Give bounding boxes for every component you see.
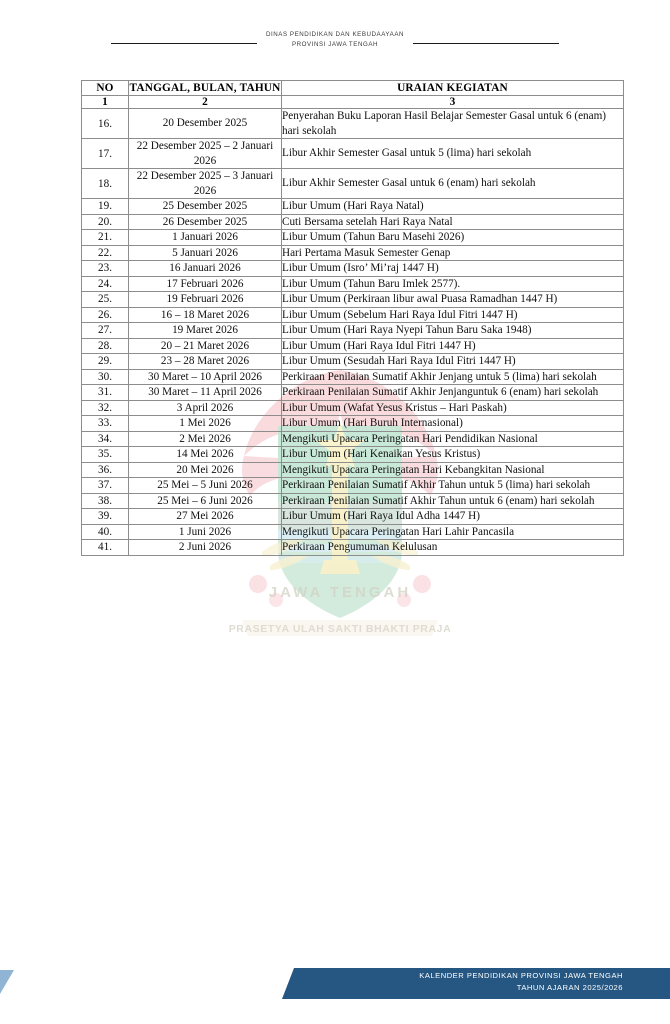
cell-date: 14 Mei 2026 <box>129 447 282 463</box>
cell-date: 25 Mei – 6 Juni 2026 <box>129 493 282 509</box>
table-row <box>82 493 624 509</box>
table-row <box>82 369 624 385</box>
cell-no: 21. <box>82 230 129 246</box>
cell-description: Libur Umum (Sebelum Hari Raya Idul Fitri 1447 H) <box>282 307 624 323</box>
cell-date: 16 Januari 2026 <box>129 261 282 277</box>
cell-description: Libur Akhir Semester Gasal untuk 5 (lima) hari sekolah <box>282 139 624 169</box>
cell-date: 17 Februari 2026 <box>129 276 282 292</box>
cell-date: 5 Januari 2026 <box>129 245 282 261</box>
cell-no: 40. <box>82 524 129 540</box>
cell-no: 20. <box>82 214 129 230</box>
table-row <box>82 292 624 308</box>
cell-no: 29. <box>82 354 129 370</box>
cell-description: Penyerahan Buku Laporan Hasil Belajar Semester Gasal untuk 6 (enam) hari sekolah <box>282 109 624 139</box>
cell-description: Libur Umum (Tahun Baru Masehi 2026) <box>282 230 624 246</box>
column-number-3: 3 <box>282 96 624 109</box>
cell-date: 2 Mei 2026 <box>129 431 282 447</box>
table-row <box>82 261 624 277</box>
footer-line-1: KALENDER PENDIDIKAN PROVINSI JAWA TENGAH <box>419 971 623 980</box>
table-column-number-row <box>82 96 624 109</box>
cell-no: 18. <box>82 169 129 199</box>
table-row <box>82 462 624 478</box>
cell-date: 30 Maret – 10 April 2026 <box>129 369 282 385</box>
cell-no: 38. <box>82 493 129 509</box>
cell-no: 27. <box>82 323 129 339</box>
cell-no: 39. <box>82 509 129 525</box>
header-rule-right <box>413 43 559 44</box>
cell-date: 25 Desember 2025 <box>129 199 282 215</box>
cell-date: 19 Maret 2026 <box>129 323 282 339</box>
table-body <box>82 109 624 556</box>
education-calendar-table <box>81 80 624 556</box>
cell-description: Libur Umum (Tahun Baru Imlek 2577). <box>282 276 624 292</box>
cell-description: Libur Umum (Hari Raya Natal) <box>282 199 624 215</box>
cell-date: 3 April 2026 <box>129 400 282 416</box>
column-header-desc: URAIAN KEGIATAN <box>282 81 624 96</box>
table-row <box>82 447 624 463</box>
table-row <box>82 540 624 556</box>
column-number-1: 1 <box>82 96 129 109</box>
cell-description: Perkiraan Pengumuman Kelulusan <box>282 540 624 556</box>
cell-description: Libur Umum (Hari Kenaikan Yesus Kristus) <box>282 447 624 463</box>
table-row <box>82 276 624 292</box>
table-row <box>82 199 624 215</box>
table-row <box>82 323 624 339</box>
cell-no: 37. <box>82 478 129 494</box>
table-header-row <box>82 81 624 96</box>
watermark-motto: PRASETYA ULAH SAKTI BHAKTI PRAJA <box>228 623 452 635</box>
watermark-region-label: JAWA TENGAH <box>268 584 412 601</box>
table-row <box>82 478 624 494</box>
cell-date: 1 Mei 2026 <box>129 416 282 432</box>
cell-date: 22 Desember 2025 – 2 Januari 2026 <box>129 139 282 169</box>
cell-description: Libur Umum (Hari Raya Idul Fitri 1447 H) <box>282 338 624 354</box>
header-line-1: DINAS PENDIDIKAN DAN KEBUDAAYAAN <box>265 31 405 38</box>
cell-no: 35. <box>82 447 129 463</box>
cell-no: 16. <box>82 109 129 139</box>
cell-date: 20 – 21 Maret 2026 <box>129 338 282 354</box>
cell-date: 1 Januari 2026 <box>129 230 282 246</box>
header-line-2: PROVINSI JAWA TENGAH <box>291 40 379 48</box>
header-rule-left <box>111 43 257 44</box>
table-row <box>82 245 624 261</box>
table-row <box>82 169 624 199</box>
table-row <box>82 354 624 370</box>
cell-description: Perkiraan Penilaian Sumatif Akhir Jenjanguntuk 6 (enam) hari sekolah <box>282 385 624 401</box>
cell-no: 17. <box>82 139 129 169</box>
table-row <box>82 307 624 323</box>
table-row <box>82 230 624 246</box>
cell-description: Libur Akhir Semester Gasal untuk 6 (enam) hari sekolah <box>282 169 624 199</box>
cell-date: 22 Desember 2025 – 3 Januari 2026 <box>129 169 282 199</box>
header-agency-name <box>257 30 413 49</box>
cell-description: Mengikuti Upacara Peringatan Hari Kebangkitan Nasional <box>282 462 624 478</box>
cell-no: 36. <box>82 462 129 478</box>
cell-no: 23. <box>82 261 129 277</box>
column-header-no: NO <box>82 81 129 96</box>
cell-no: 24. <box>82 276 129 292</box>
cell-date: 16 – 18 Maret 2026 <box>129 307 282 323</box>
cell-description: Perkiraan Penilaian Sumatif Akhir Jenjang untuk 5 (lima) hari sekolah <box>282 369 624 385</box>
table-row <box>82 400 624 416</box>
footer-caption <box>419 970 623 993</box>
table-row <box>82 385 624 401</box>
cell-date: 30 Maret – 11 April 2026 <box>129 385 282 401</box>
cell-no: 41. <box>82 540 129 556</box>
cell-description: Libur Umum (Wafat Yesus Kristus – Hari Paskah) <box>282 400 624 416</box>
cell-no: 26. <box>82 307 129 323</box>
table-row <box>82 338 624 354</box>
table-row <box>82 139 624 169</box>
footer-accent-tail <box>0 970 14 994</box>
cell-description: Perkiraan Penilaian Sumatif Akhir Tahun untuk 6 (enam) hari sekolah <box>282 493 624 509</box>
cell-description: Perkiraan Penilaian Sumatif Akhir Tahun untuk 5 (lima) hari sekolah <box>282 478 624 494</box>
cell-date: 27 Mei 2026 <box>129 509 282 525</box>
document-header <box>0 30 670 70</box>
cell-no: 34. <box>82 431 129 447</box>
table-row <box>82 509 624 525</box>
footer-line-2: TAHUN AJARAN 2025/2026 <box>516 982 623 992</box>
cell-no: 22. <box>82 245 129 261</box>
cell-description: Mengikuti Upacara Peringatan Hari Lahir Pancasila <box>282 524 624 540</box>
cell-date: 23 – 28 Maret 2026 <box>129 354 282 370</box>
cell-no: 28. <box>82 338 129 354</box>
cell-no: 30. <box>82 369 129 385</box>
cell-description: Libur Umum (Perkiraan libur awal Puasa Ramadhan 1447 H) <box>282 292 624 308</box>
table-row <box>82 214 624 230</box>
cell-no: 32. <box>82 400 129 416</box>
cell-date: 26 Desember 2025 <box>129 214 282 230</box>
cell-date: 2 Juni 2026 <box>129 540 282 556</box>
cell-no: 31. <box>82 385 129 401</box>
cell-date: 20 Mei 2026 <box>129 462 282 478</box>
cell-date: 25 Mei – 5 Juni 2026 <box>129 478 282 494</box>
cell-date: 20 Desember 2025 <box>129 109 282 139</box>
table-row <box>82 109 624 139</box>
calendar-table-container <box>81 80 623 556</box>
table-row <box>82 524 624 540</box>
cell-description: Libur Umum (Hari Raya Nyepi Tahun Baru Saka 1948) <box>282 323 624 339</box>
column-header-date: TANGGAL, BULAN, TAHUN <box>129 82 281 94</box>
cell-description: Hari Pertama Masuk Semester Genap <box>282 245 624 261</box>
cell-description: Libur Umum (Sesudah Hari Raya Idul Fitri 1447 H) <box>282 354 624 370</box>
table-row <box>82 431 624 447</box>
cell-description: Mengikuti Upacara Peringatan Hari Pendidikan Nasional <box>282 431 624 447</box>
cell-description: Libur Umum (Isro’ Mi’raj 1447 H) <box>282 261 624 277</box>
cell-date: 1 Juni 2026 <box>129 524 282 540</box>
cell-date: 19 Februari 2026 <box>129 292 282 308</box>
cell-no: 19. <box>82 199 129 215</box>
table-head <box>82 81 624 109</box>
cell-no: 33. <box>82 416 129 432</box>
cell-no: 25. <box>82 292 129 308</box>
cell-description: Libur Umum (Hari Buruh Internasional) <box>282 416 624 432</box>
table-row <box>82 416 624 432</box>
cell-description: Cuti Bersama setelah Hari Raya Natal <box>282 214 624 230</box>
column-number-2: 2 <box>129 96 282 109</box>
cell-description: Libur Umum (Hari Raya Idul Adha 1447 H) <box>282 509 624 525</box>
